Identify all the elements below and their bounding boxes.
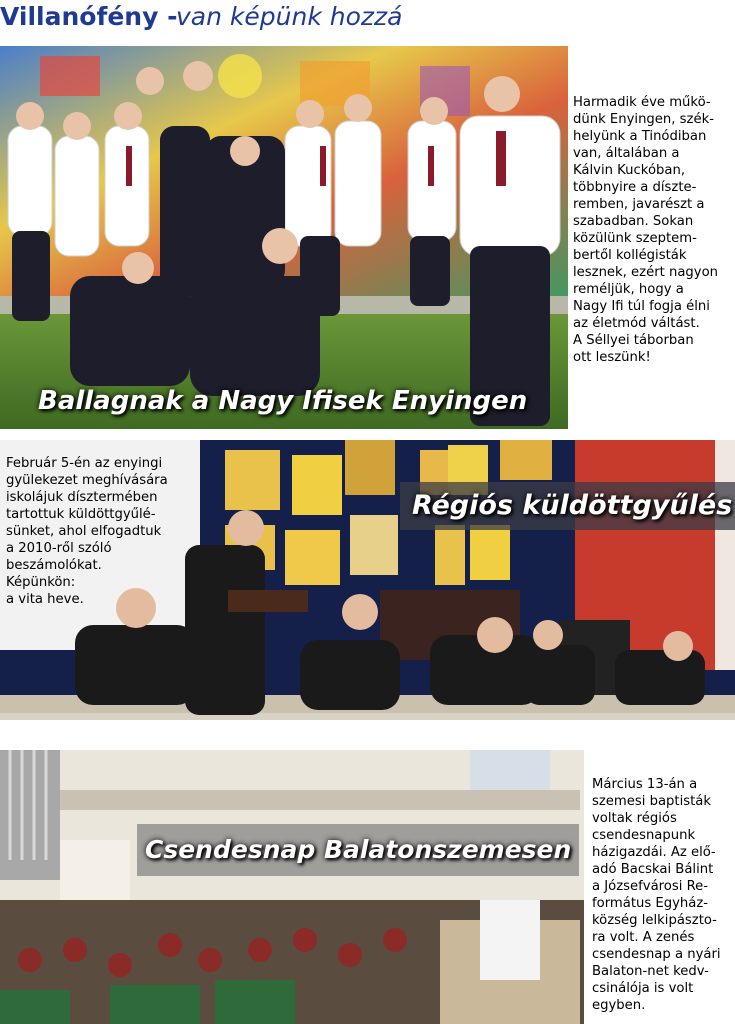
text-line: Harmadik éve műkö-: [573, 95, 711, 110]
meeting-photo: [0, 440, 735, 720]
meeting-caption: Régiós küldöttgyűlés: [400, 482, 735, 530]
text-line: sünket, ahol elfogadtuk: [6, 524, 162, 539]
text-line: szabadban. Sokan: [573, 214, 694, 229]
text-line: Nagy Ifi túl fogja élni: [573, 299, 710, 314]
text-line: helyünk a Tinódiban: [573, 129, 707, 144]
retreat-caption: Csendesnap Balatonszemesen: [137, 824, 579, 876]
text-line: közülünk szeptem-: [573, 231, 697, 246]
text-line: beszámolókat.: [6, 558, 102, 573]
text-line: dünk Enyingen, szék-: [573, 112, 714, 127]
text-line: van, általában a: [573, 146, 680, 161]
text-line: reméljük, hogy a: [573, 282, 684, 297]
text-line: Február 5-én az enyingi: [6, 456, 163, 471]
text-line: Kálvin Kuckóban,: [573, 163, 686, 178]
graduation-photo-image: [0, 46, 568, 429]
header-title: Villanófény -: [0, 2, 178, 31]
text-line: a vita heve.: [6, 592, 84, 607]
text-line: csendesnapunk: [592, 828, 696, 843]
text-line: község lelkipászto-: [592, 913, 717, 928]
text-line: egyben.: [592, 998, 646, 1013]
header-subtitle: van képünk hozzá: [176, 2, 403, 31]
section3-text: [592, 776, 721, 1014]
text-line: többnyire a díszte-: [573, 180, 697, 195]
text-line: iskolájuk dísztermében: [6, 490, 158, 505]
text-line: a 2010-ről szóló: [6, 541, 112, 556]
section1-text: [573, 94, 718, 366]
text-line: formátus Egyház-: [592, 896, 709, 911]
text-line: remben, javarészt a: [573, 197, 705, 212]
section2-text: [6, 455, 168, 608]
text-line: az életmód váltást.: [573, 316, 700, 331]
text-line: ra volt. A zenés: [592, 930, 695, 945]
text-line: Képünkön:: [6, 575, 76, 590]
text-line: a Józsefvárosi Re-: [592, 879, 709, 894]
retreat-photo-image: [0, 750, 584, 1024]
text-line: bertől kollégisták: [573, 248, 687, 263]
text-line: ott leszünk!: [573, 350, 651, 365]
page-header: [0, 0, 735, 40]
text-line: lesznek, ezért nagyon: [573, 265, 719, 280]
text-line: gyülekezet meghívására: [6, 473, 168, 488]
text-line: voltak régiós: [592, 811, 677, 826]
text-line: Március 13-án a: [592, 777, 698, 792]
text-line: A Séllyei táborban: [573, 333, 694, 348]
graduation-photo: [0, 46, 568, 429]
text-line: házigazdái. Az elő-: [592, 845, 716, 860]
text-line: csinálója is volt: [592, 981, 694, 996]
retreat-photo: [0, 750, 584, 1024]
text-line: csendesnap a nyári: [592, 947, 721, 962]
text-line: Balaton-net kedv-: [592, 964, 709, 979]
text-line: adó Bacskai Bálint: [592, 862, 714, 877]
graduation-caption: Ballagnak a Nagy Ifisek Enyingen: [38, 386, 528, 416]
text-line: tartottuk küldöttgyűlé-: [6, 507, 156, 522]
text-line: szemesi baptisták: [592, 794, 712, 809]
